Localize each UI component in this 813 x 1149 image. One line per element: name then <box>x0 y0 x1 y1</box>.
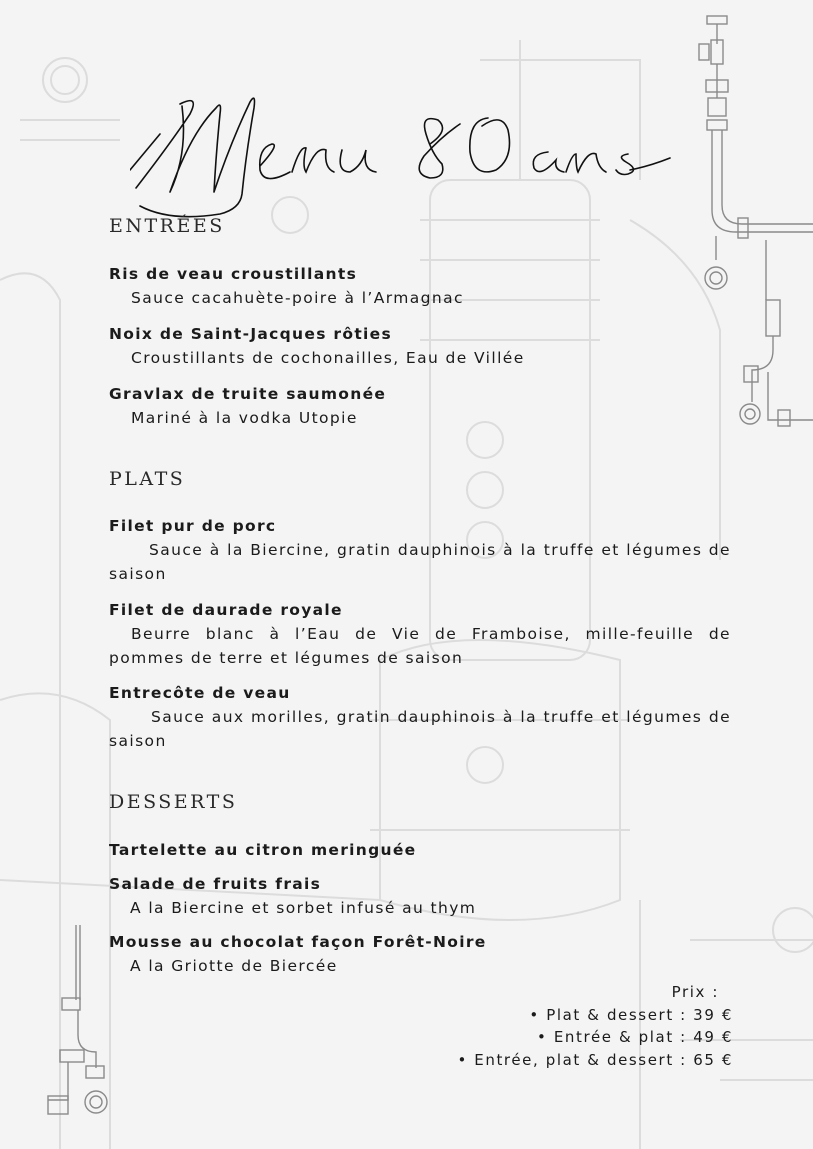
menu-title <box>130 74 690 224</box>
section-heading-desserts: DESSERTS <box>109 791 238 813</box>
menu-item <box>109 598 731 670</box>
dish-description: Mariné à la vodka Utopie <box>131 409 358 427</box>
dish-name: Gravlax de truite saumonée <box>109 385 387 403</box>
price-title: Prix : <box>671 983 719 1001</box>
menu-item <box>109 262 731 310</box>
dish-description: A la Griotte de Biercée <box>130 957 338 975</box>
dish-name: Filet de daurade royale <box>109 601 343 619</box>
dish-name: Salade de fruits frais <box>109 875 322 893</box>
dish-description: Croustillants de cochonailles, Eau de Villée <box>131 349 525 367</box>
dish-name: Filet pur de porc <box>109 517 277 535</box>
dish-name: Tartelette au citron meringuée <box>109 841 417 859</box>
section-heading-entrees: ENTRÉES <box>109 215 225 237</box>
dish-name: Ris de veau croustillants <box>109 265 358 283</box>
menu-item <box>109 930 731 978</box>
menu-item <box>109 838 731 862</box>
dish-description: Sauce cacahuète-poire à l’Armagnac <box>131 289 464 307</box>
menu-item <box>109 382 731 430</box>
section-heading-plats: PLATS <box>109 468 186 490</box>
dish-name: Entrecôte de veau <box>109 684 291 702</box>
price-item: • Entrée, plat & dessert : 65 € <box>457 1050 733 1069</box>
dish-description: Sauce à la Biercine, gratin dauphinois à la truffe et légumes de saison <box>109 541 731 583</box>
menu-item <box>109 322 731 370</box>
price-item: • Plat & dessert : 39 € <box>529 1005 733 1024</box>
menu-item <box>109 681 731 753</box>
dish-description: Beurre blanc à l’Eau de Vie de Framboise, mille-feuille de pommes de terre et légumes de saison <box>109 625 731 667</box>
dish-description: Sauce aux morilles, gratin dauphinois à la truffe et légumes de saison <box>109 708 731 750</box>
price-item: • Entrée & plat : 49 € <box>537 1028 733 1046</box>
menu-item <box>109 514 731 586</box>
price-list <box>457 981 733 1071</box>
dish-description: A la Biercine et sorbet infusé au thym <box>130 899 477 917</box>
dish-name: Noix de Saint-Jacques rôties <box>109 325 392 343</box>
dish-name: Mousse au chocolat façon Forêt-Noire <box>109 933 487 951</box>
menu-item <box>109 872 731 920</box>
